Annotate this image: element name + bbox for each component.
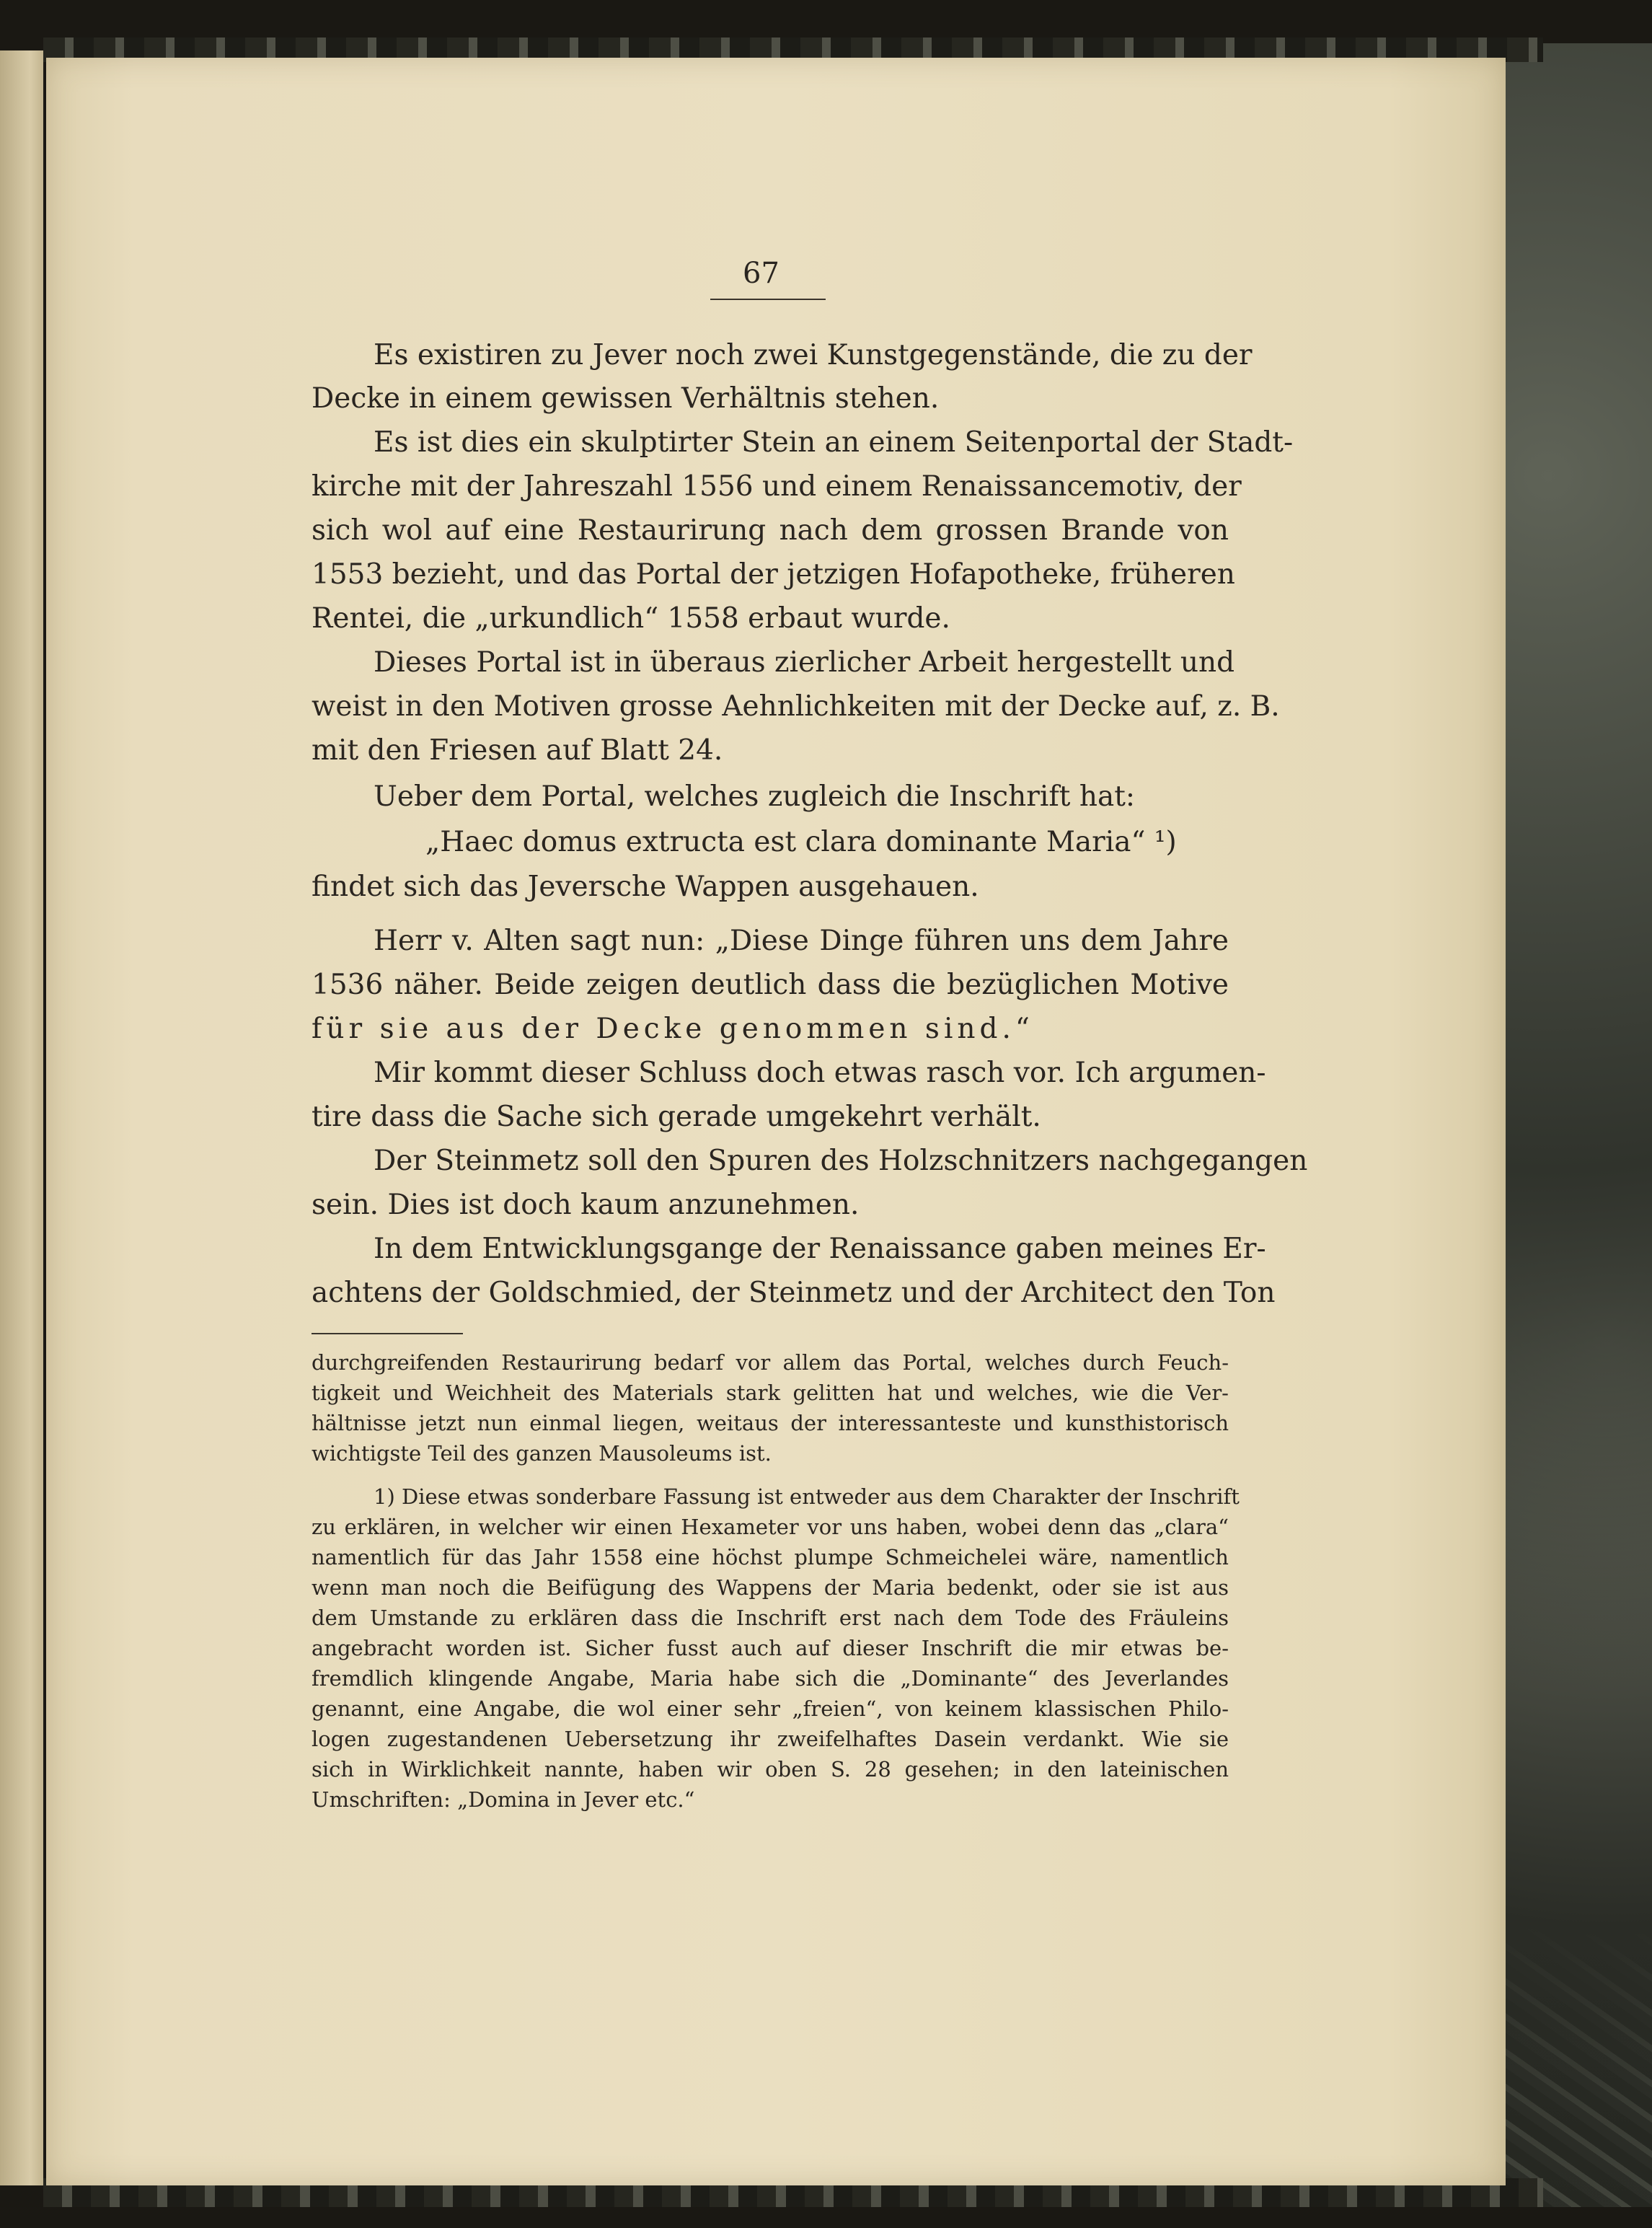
body-line: findet sich das Jeversche Wappen ausgehauen. [312, 871, 979, 903]
body-line: Rentei, die „urkundlich“ 1558 erbaut wurde. [312, 602, 950, 635]
body-line: weist in den Motiven grosse Aehnlichkeiten mit der Decke auf, z. B. [312, 690, 1280, 723]
body-line: sein. Dies ist doch kaum anzunehmen. [312, 1189, 860, 1221]
body-line: Es existiren zu Jever noch zwei Kunstgegenstände, die zu der [374, 339, 1253, 371]
footnote-line: hältnisse jetzt nun einmal liegen, weitaus der interessanteste und kunsthistorisch [312, 1411, 1229, 1435]
footnote-line: Umschriften: „Domina in Jever etc.“ [312, 1787, 695, 1812]
body-line: In dem Entwicklungsgange der Renaissance gaben meines Er- [374, 1233, 1266, 1265]
footnote-line: fremdlich klingende Angabe, Maria habe sich die „Dominante“ des Jeverlandes [312, 1666, 1229, 1691]
footnote-line: sich in Wirklichkeit nannte, haben wir oben S. 28 gesehen; in den lateinischen [312, 1757, 1229, 1782]
body-line: sich wol auf eine Restaurirung nach dem grossen Brande von [312, 514, 1229, 547]
body-line: Dieses Portal ist in überaus zierlicher Arbeit hergestellt und [374, 646, 1235, 679]
body-line: mit den Friesen auf Blatt 24. [312, 734, 723, 767]
footnote-line: wichtigste Teil des ganzen Mausoleums ist. [312, 1441, 772, 1466]
page-number: 67 [743, 257, 779, 290]
footnote-line: logen zugestandenen Uebersetzung ihr zweifelhaftes Dasein verdankt. Wie sie [312, 1727, 1229, 1751]
body-line: für sie aus der Decke genommen sind.“ [312, 1013, 1034, 1045]
footnote-line: 1) Diese etwas sonderbare Fassung ist entweder aus dem Charakter der Inschrift [374, 1484, 1240, 1509]
body-line: Ueber dem Portal, welches zugleich die Inschrift hat: [374, 780, 1136, 813]
footnote-line: durchgreifenden Restaurirung bedarf vor allem das Portal, welches durch Feuch- [312, 1350, 1229, 1375]
previous-page-edge [0, 50, 43, 2185]
footnote-line: wenn man noch die Beifügung des Wappens der Maria bedenkt, oder sie ist aus [312, 1575, 1229, 1600]
body-line: achtens der Goldschmied, der Steinmetz und der Architect den Ton [312, 1277, 1276, 1309]
body-line: Decke in einem gewissen Verhältnis stehen. [312, 382, 940, 415]
body-line: tire dass die Sache sich gerade umgekehrt verhält. [312, 1101, 1041, 1133]
footnote-line: angebracht worden ist. Sicher fusst auch auf dieser Inschrift die mir etwas be- [312, 1636, 1229, 1660]
body-line: Der Steinmetz soll den Spuren des Holzschnitzers nachgegangen [374, 1145, 1308, 1177]
body-line: Mir kommt dieser Schluss doch etwas rasch vor. Ich argumen- [374, 1057, 1266, 1089]
body-line: 1536 näher. Beide zeigen deutlich dass die bezüglichen Motive [312, 969, 1229, 1001]
footnote-line: namentlich für das Jahr 1558 eine höchst plumpe Schmeichelei wäre, namentlich [312, 1545, 1229, 1569]
body-line: „Haec domus extructa est clara dominante Maria“ ¹) [425, 826, 1177, 858]
footnote-rule [312, 1333, 463, 1334]
body-line: kirche mit der Jahreszahl 1556 und einem Renaissancemotiv, der [312, 470, 1242, 503]
marbled-cover-edge [1503, 43, 1652, 2207]
footnote-line: dem Umstande zu erklären dass die Inschrift erst nach dem Tode des Fräuleins [312, 1606, 1229, 1630]
body-line: Herr v. Alten sagt nun: „Diese Dinge führen uns dem Jahre [374, 925, 1229, 957]
footnote-line: genannt, eine Angabe, die wol einer sehr „freien“, von keinem klassischen Philo- [312, 1696, 1229, 1721]
footnote-line: tigkeit und Weichheit des Materials stark gelitten hat und welches, wie die Ver- [312, 1381, 1229, 1405]
footnote-line: zu erklären, in welcher wir einen Hexameter vor uns haben, wobei denn das „clara“ [312, 1515, 1229, 1539]
body-line: 1553 bezieht, und das Portal der jetzigen Hofapotheke, früheren [312, 558, 1235, 591]
page-number-rule [710, 299, 826, 300]
body-line: Es ist dies ein skulptirter Stein an einem Seitenportal der Stadt- [374, 426, 1294, 459]
